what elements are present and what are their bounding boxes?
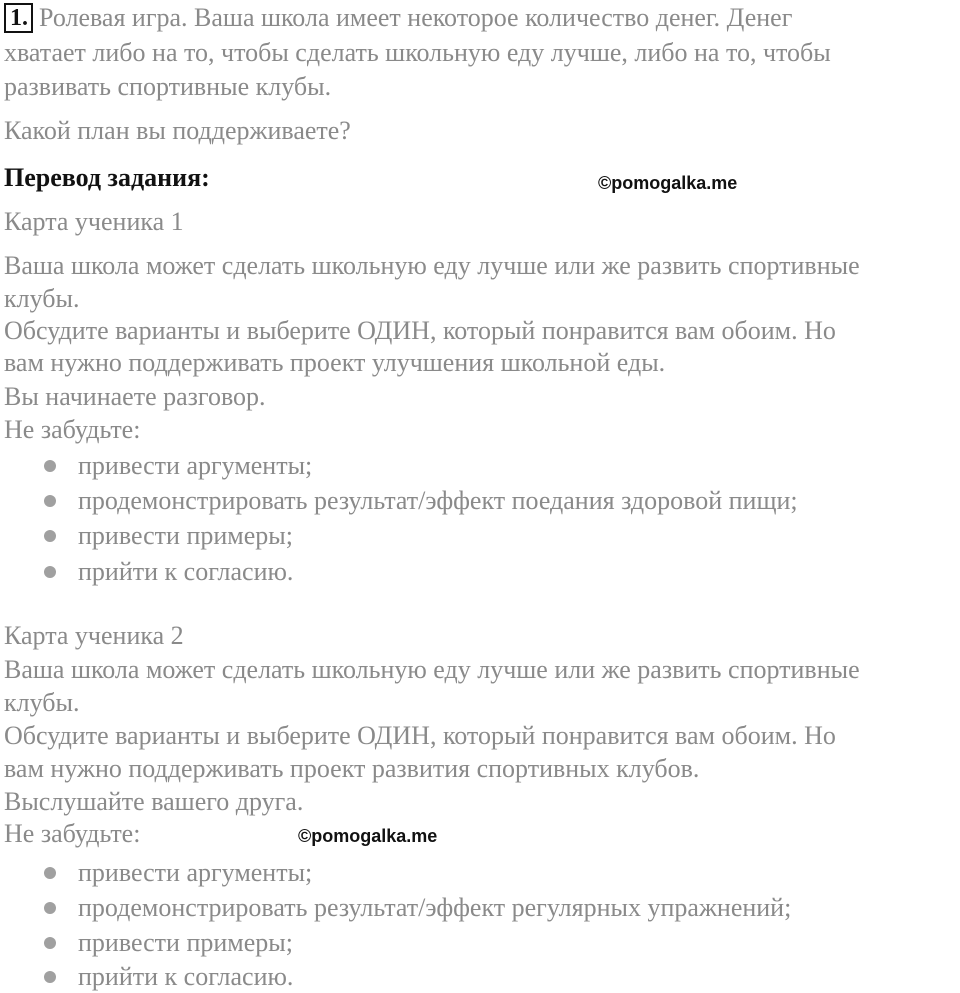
task-intro-line-1: [4, 2, 792, 34]
card1-bullet-dot: [44, 495, 56, 507]
card2-bullet-dot: [44, 867, 56, 879]
task-question: Какой план вы поддерживаете?: [4, 116, 351, 145]
card2-line-1: Ваша школа может сделать школьную еду лучше или же развить спортивные: [4, 655, 860, 684]
card1-line-4: вам нужно поддерживать проект улучшения школьной еды.: [4, 348, 666, 377]
card1-reminder: Не забудьте:: [4, 415, 141, 444]
card1-line-2: клубы.: [4, 284, 80, 313]
card2-bullet-item: привести аргументы;: [78, 858, 313, 887]
card2-reminder: Не забудьте:: [4, 819, 141, 848]
translation-heading: Перевод задания:: [4, 163, 210, 192]
card2-bullet-item: привести примеры;: [78, 928, 293, 957]
card1-bullet-item: привести примеры;: [78, 521, 293, 550]
card2-line-3: Обсудите варианты и выберите ОДИН, который понравится вам обоим. Но: [4, 721, 836, 750]
card1-line-5: Вы начинаете разговор.: [4, 382, 266, 411]
task-intro-line-2: хватает либо на то, чтобы сделать школьную еду лучше, либо на то, чтобы: [4, 38, 831, 67]
task-intro-text-1: Ролевая игра. Ваша школа имеет некоторое количество денег. Денег: [39, 3, 793, 32]
card2-line-5: Выслушайте вашего друга.: [4, 787, 304, 816]
card1-line-1: Ваша школа может сделать школьную еду лучше или же развить спортивные: [4, 251, 860, 280]
card1-title: Карта ученика 1: [4, 207, 184, 236]
card2-bullet-dot: [44, 937, 56, 949]
card2-line-4: вам нужно поддерживать проект развития спортивных клубов.: [4, 754, 700, 783]
watermark-top: ©pomogalka.me: [598, 173, 738, 193]
card2-bullet-item: прийти к согласию.: [78, 962, 294, 991]
card2-bullet-item: продемонстрировать результат/эффект регулярных упражнений;: [78, 893, 792, 922]
card1-bullet-dot: [44, 460, 56, 472]
card1-bullet-dot: [44, 530, 56, 542]
card1-bullet-item: привести аргументы;: [78, 451, 313, 480]
card1-bullet-item: продемонстрировать результат/эффект поедания здоровой пищи;: [78, 486, 798, 515]
task-number-badge: 1.: [4, 3, 33, 33]
card2-line-2: клубы.: [4, 688, 80, 717]
card2-bullet-dot: [44, 902, 56, 914]
card1-bullet-dot: [44, 566, 56, 578]
card1-bullet-item: прийти к согласию.: [78, 557, 294, 586]
watermark-bottom: ©pomogalka.me: [298, 826, 438, 846]
card1-line-3: Обсудите варианты и выберите ОДИН, который понравится вам обоим. Но: [4, 316, 836, 345]
card2-title: Карта ученика 2: [4, 621, 184, 650]
card2-bullet-dot: [44, 971, 56, 983]
task-intro-line-3: развивать спортивные клубы.: [4, 72, 332, 101]
